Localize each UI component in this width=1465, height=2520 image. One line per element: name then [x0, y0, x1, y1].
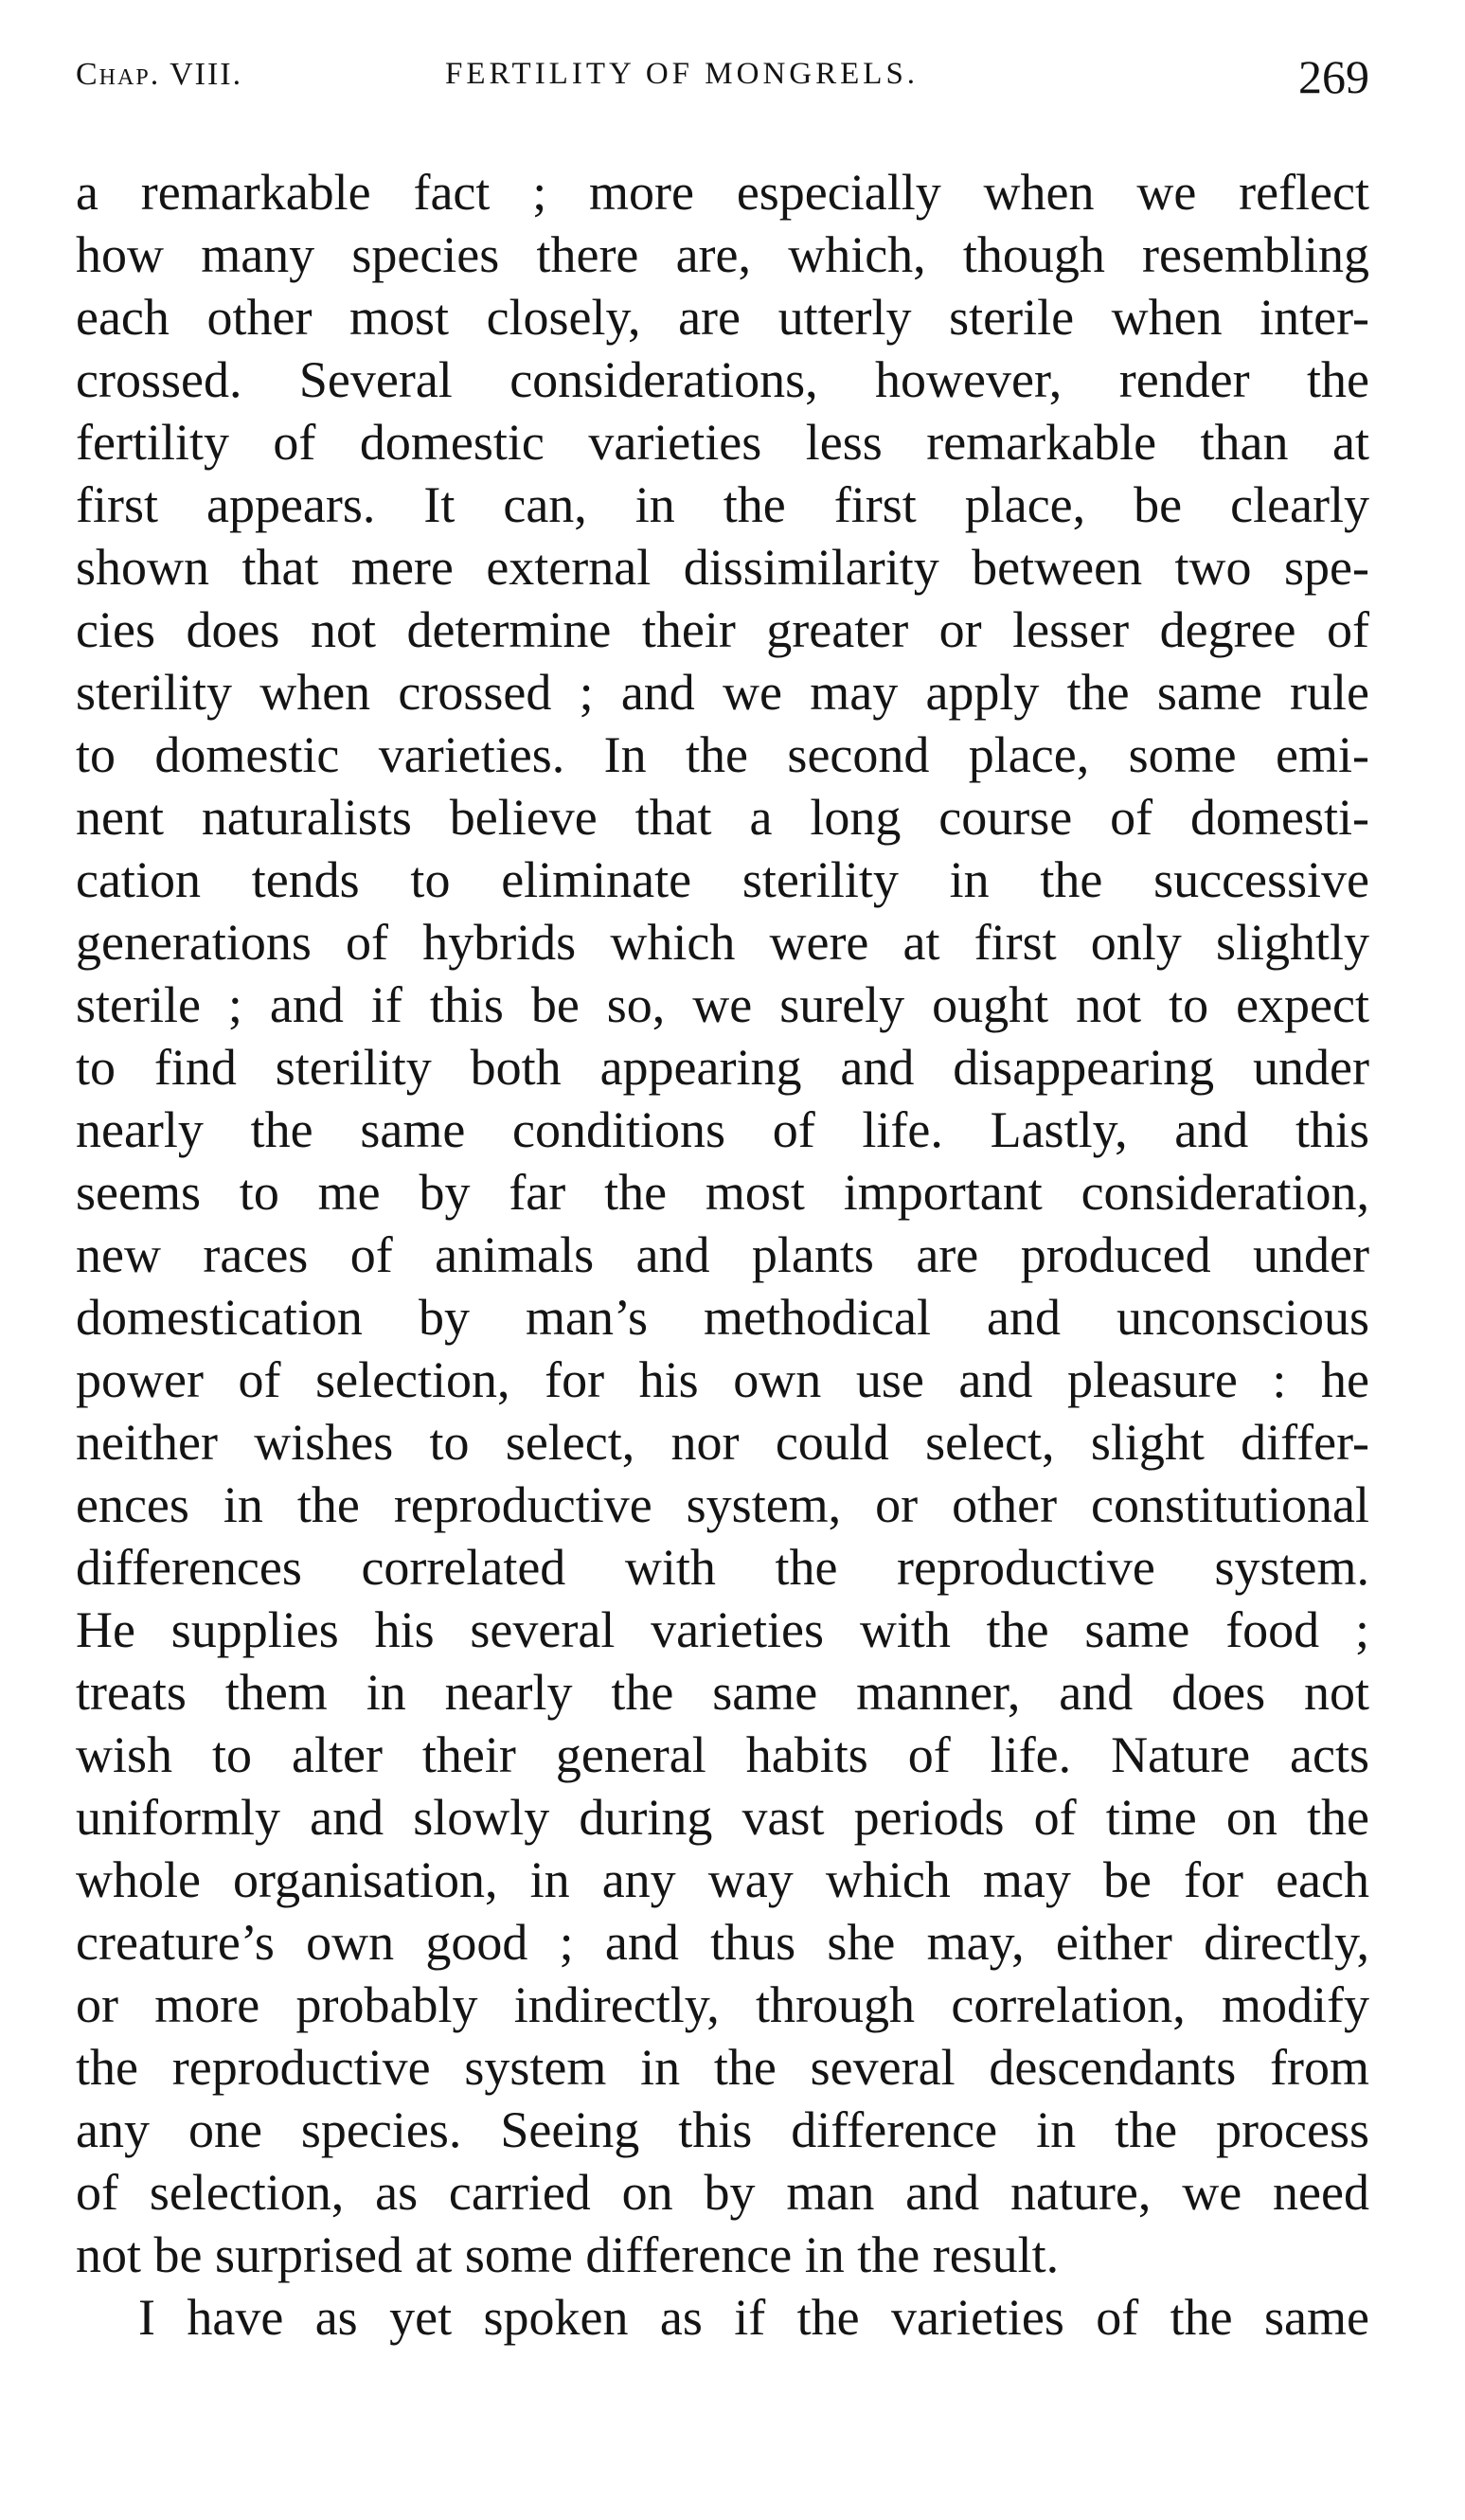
text-line: wish to alter their general habits of life. Nature acts [76, 1726, 1369, 1783]
text-line: treats them in nearly the same manner, and does not [76, 1664, 1369, 1721]
paragraph-end-line: not be surprised at some difference in the result. [76, 2226, 1060, 2283]
body-text [76, 161, 1369, 2349]
text-line: crossed. Several considerations, however, render the [76, 351, 1369, 408]
text-line: nent naturalists believe that a long course of domesti- [76, 789, 1369, 846]
chapter-label: Chap. VIII. [76, 57, 243, 92]
running-head [76, 49, 1369, 116]
text-line: each other most closely, are utterly sterile when inter- [76, 289, 1369, 346]
text-line: seems to me by far the most important consideration, [76, 1164, 1369, 1221]
text-line: or more probably indirectly, through correlation, modify [76, 1976, 1369, 2033]
text-line: whole organisation, in any way which may be for each [76, 1851, 1369, 1908]
text-line: cies does not determine their greater or lesser degree of [76, 601, 1369, 658]
running-title: FERTILITY OF MONGRELS. [445, 57, 920, 91]
text-line: power of selection, for his own use and pleasure : he [76, 1351, 1369, 1408]
page-number: 269 [1298, 50, 1369, 103]
text-line: to domestic varieties. In the second place, some emi- [76, 726, 1369, 783]
text-line: first appears. It can, in the first place, be clearly [76, 476, 1369, 533]
text-line: shown that mere external dissimilarity between two spe- [76, 539, 1369, 596]
paragraph-start-line: I have as yet spoken as if the varieties of the same [138, 2289, 1369, 2346]
text-line: generations of hybrids which were at first only slightly [76, 914, 1369, 971]
text-line: of selection, as carried on by man and nature, we need [76, 2164, 1369, 2221]
text-line: sterility when crossed ; and we may apply the same rule [76, 664, 1369, 721]
text-line: He supplies his several varieties with the same food ; [76, 1601, 1369, 1658]
text-line: a remarkable fact ; more especially when we reflect [76, 164, 1369, 221]
text-line: ences in the reproductive system, or other constitutional [76, 1476, 1369, 1533]
text-line: creature’s own good ; and thus she may, either directly, [76, 1914, 1369, 1971]
text-line: fertility of domestic varieties less remarkable than at [76, 414, 1369, 471]
text-line: nearly the same conditions of life. Lastly, and this [76, 1101, 1369, 1158]
text-line: to find sterility both appearing and disappearing under [76, 1039, 1369, 1096]
text-line: the reproductive system in the several descendants from [76, 2039, 1369, 2096]
text-line: sterile ; and if this be so, we surely ought not to expect [76, 976, 1369, 1033]
text-line: cation tends to eliminate sterility in the successive [76, 851, 1369, 908]
text-line: how many species there are, which, though resembling [76, 226, 1369, 283]
text-line: neither wishes to select, nor could select, slight differ- [76, 1414, 1369, 1471]
text-line: differences correlated with the reproductive system. [76, 1539, 1369, 1596]
text-line: domestication by man’s methodical and unconscious [76, 1289, 1369, 1346]
text-line: any one species. Seeing this difference in the process [76, 2101, 1369, 2158]
text-line: new races of animals and plants are produced under [76, 1226, 1369, 1283]
text-line: uniformly and slowly during vast periods of time on the [76, 1789, 1369, 1846]
